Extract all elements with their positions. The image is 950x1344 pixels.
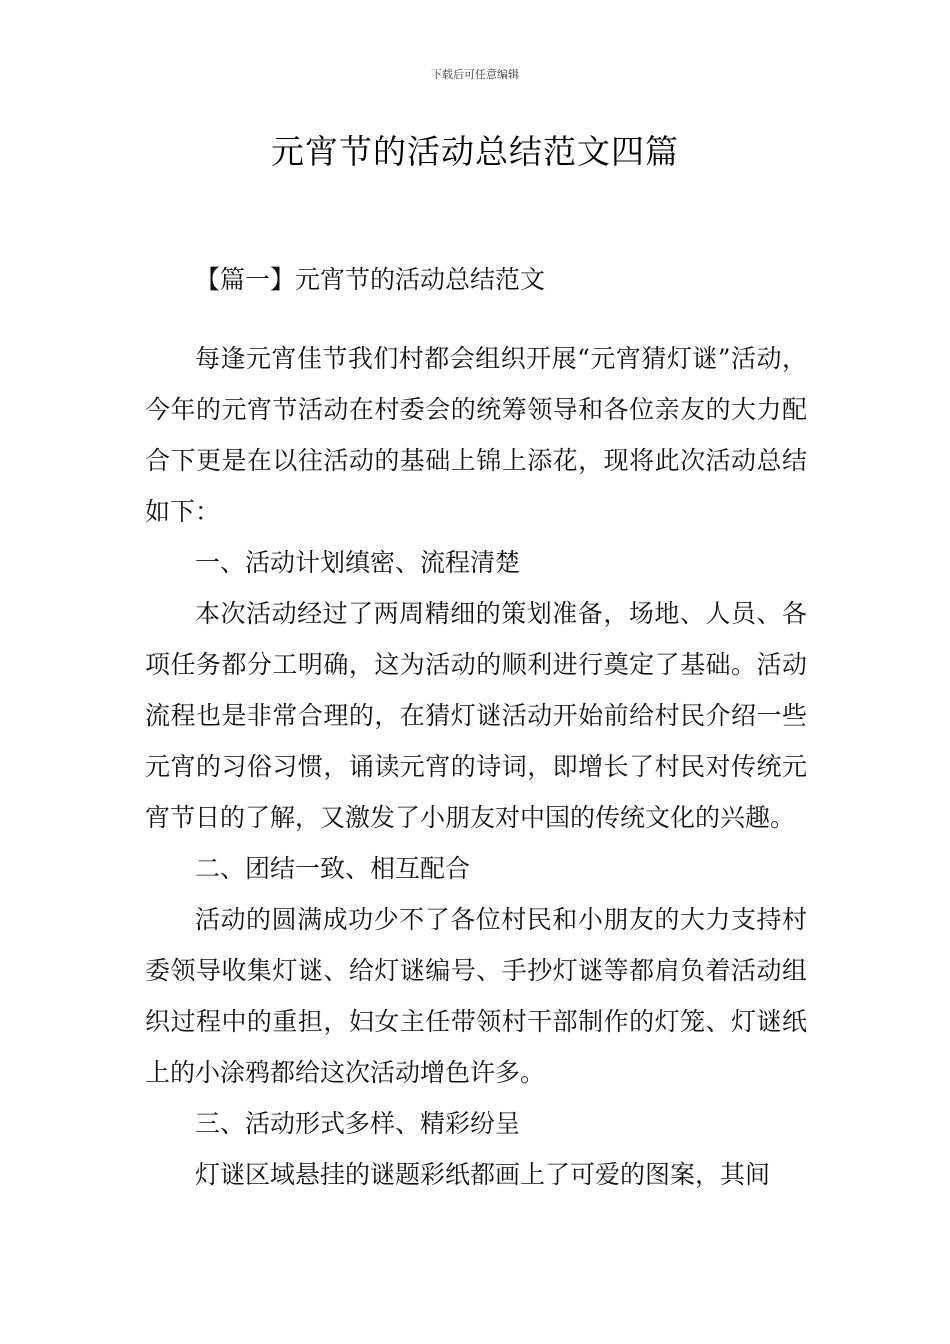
page-title: 元宵节的活动总结范文四篇 (271, 132, 679, 171)
header-note: 下载后可任意编辑 (431, 68, 519, 81)
paragraph-planning: 本次活动经过了两周精细的策划准备，场地、人员、各项任务都分工明确，这为活动的顺利进行奠定了基础。活动流程也是非常合理的，在猜灯谜活动开始前给村民介绍一些元宵的习俗习惯，诵读元宵的诗词，即增长了村民对传统元宵节日的了解，又激发了小朋友对中国的传统文化的兴趣。 (145, 599, 807, 832)
section-heading: 【篇一】元宵节的活动总结范文 (195, 265, 546, 294)
item-heading-planning: 一、活动计划缜密、流程清楚 (195, 548, 521, 577)
document-body (145, 254, 807, 1200)
paragraph-variety: 灯谜区域悬挂的谜题彩纸都画上了可爱的图案，其间 (195, 1160, 771, 1189)
item-heading-teamwork: 二、团结一致、相互配合 (195, 854, 471, 883)
item-heading-variety: 三、活动形式多样、精彩纷呈 (195, 1109, 521, 1138)
paragraph-intro: 每逢元宵佳节我们村都会组织开展“元宵猜灯谜”活动，今年的元宵节活动在村委会的统筹领导和各位亲友的大力配合下更是在以往活动的基础上锦上添花，现将此次活动总结如下： (145, 344, 807, 526)
paragraph-teamwork: 活动的圆满成功少不了各位村民和小朋友的大力支持村委领导收集灯谜、给灯谜编号、手抄灯谜等都肩负着活动组织过程中的重担，妇女主任带领村干部制作的灯笼、灯谜纸上的小涂鸦都给这次活动增色许多。 (145, 905, 807, 1087)
